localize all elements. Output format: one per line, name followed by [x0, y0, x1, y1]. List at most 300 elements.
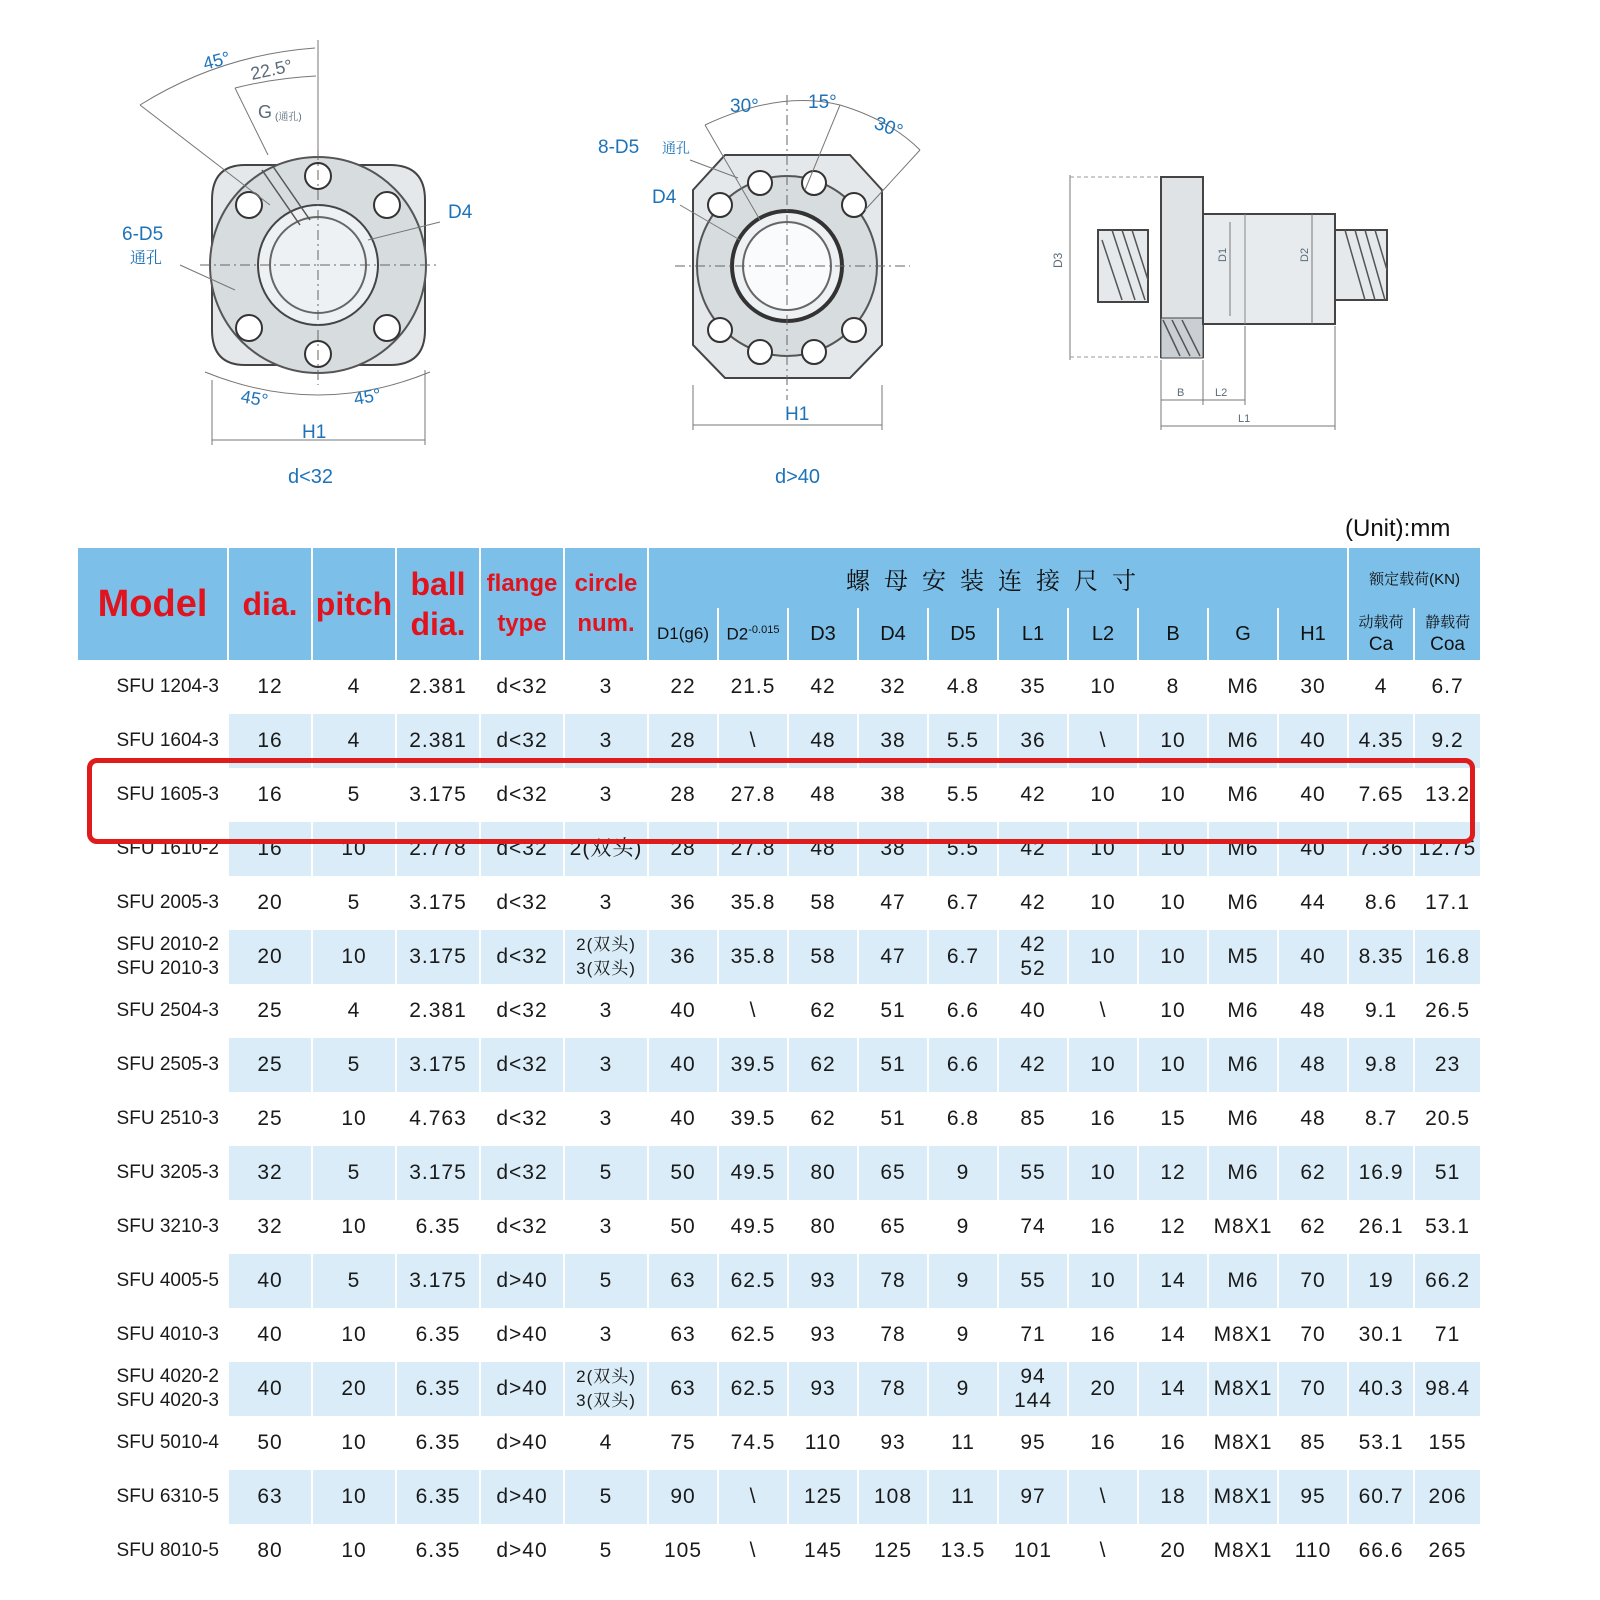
- cell-h1: 48: [1278, 984, 1348, 1038]
- cell-l2: 10: [1068, 660, 1138, 714]
- cell-coa: 66.2: [1414, 1254, 1480, 1308]
- cell-model-line: SFU 2005-3: [116, 892, 219, 913]
- table-row: [78, 1254, 1480, 1308]
- cell-ball: 3.175: [396, 1254, 480, 1308]
- cell-h1: 48: [1278, 1038, 1348, 1092]
- table-row: [78, 1092, 1480, 1146]
- header-b: B: [1138, 608, 1208, 660]
- cell-circle-line: 2(双头): [569, 837, 643, 860]
- cell-d5: 6.7: [928, 930, 998, 984]
- cell-h1: 95: [1278, 1470, 1348, 1524]
- table-row: [78, 1416, 1480, 1470]
- cell-d2: \: [718, 714, 788, 768]
- cell-flange: d>40: [480, 1470, 564, 1524]
- cell-l2: 20: [1068, 1362, 1138, 1416]
- header-d1: D1(g6): [648, 608, 718, 660]
- header-circle-1: circle: [574, 570, 638, 597]
- cell-b: 14: [1138, 1362, 1208, 1416]
- cell-d1: 40: [648, 984, 718, 1038]
- cell-g: M6: [1208, 1092, 1278, 1146]
- header-pitch: pitch: [312, 548, 396, 660]
- cell-b: 15: [1138, 1092, 1208, 1146]
- cell-b: 14: [1138, 1308, 1208, 1362]
- cell-ball: 6.35: [396, 1470, 480, 1524]
- cell-d3: 93: [788, 1308, 858, 1362]
- cell-l1-line: 40: [1020, 999, 1046, 1022]
- cell-h1: 44: [1278, 876, 1348, 930]
- label-b: B: [1177, 387, 1185, 399]
- cell-l1-line: 42: [1020, 891, 1046, 914]
- cell-g: M8X1: [1208, 1200, 1278, 1254]
- cell-d1: 63: [648, 1254, 718, 1308]
- cell-b: 20: [1138, 1524, 1208, 1578]
- cell-d1: 22: [648, 660, 718, 714]
- cell-ca: 26.1: [1348, 1200, 1414, 1254]
- cell-d5: 5.5: [928, 768, 998, 822]
- cell-h1: 40: [1278, 822, 1348, 876]
- cell-dia: 32: [228, 1146, 312, 1200]
- cell-h1: 70: [1278, 1308, 1348, 1362]
- cell-d4: 93: [858, 1416, 928, 1470]
- cell-l1: [998, 660, 1068, 714]
- cell-b: 12: [1138, 1146, 1208, 1200]
- cell-ball: 3.175: [396, 1146, 480, 1200]
- cell-dia: 25: [228, 1038, 312, 1092]
- cell-dia: 12: [228, 660, 312, 714]
- drawings-svg: [0, 0, 1600, 500]
- cell-coa: 6.7: [1414, 660, 1480, 714]
- label-angle-15: 15°: [808, 92, 837, 113]
- cell-b: 10: [1138, 1038, 1208, 1092]
- header-ball-dia-2: dia.: [410, 606, 466, 642]
- cell-circle: [564, 1146, 648, 1200]
- label-angle-30a: 30°: [730, 96, 759, 117]
- cell-d3: 145: [788, 1524, 858, 1578]
- cell-flange: d<32: [480, 1038, 564, 1092]
- cell-model: [78, 1038, 228, 1092]
- cell-l1-line: 95: [1020, 1431, 1046, 1454]
- cell-l1-line: 42: [1020, 933, 1046, 956]
- header-ca: [1348, 608, 1414, 660]
- cell-model: [78, 822, 228, 876]
- cell-d5: 9: [928, 1200, 998, 1254]
- cell-b: 18: [1138, 1470, 1208, 1524]
- cell-ball: 6.35: [396, 1524, 480, 1578]
- cell-model-line: SFU 4005-5: [116, 1270, 219, 1291]
- cell-ca: 16.9: [1348, 1146, 1414, 1200]
- cell-d5: 9: [928, 1308, 998, 1362]
- cell-d2: 21.5: [718, 660, 788, 714]
- cell-h1: 62: [1278, 1200, 1348, 1254]
- cell-model-line: SFU 3210-3: [116, 1216, 219, 1237]
- cell-g: M8X1: [1208, 1524, 1278, 1578]
- cell-l1: [998, 876, 1068, 930]
- cell-circle: [564, 1200, 648, 1254]
- spec-table-body: [78, 660, 1480, 1578]
- cell-b: 10: [1138, 930, 1208, 984]
- table-row: [78, 1146, 1480, 1200]
- cell-ca: 19: [1348, 1254, 1414, 1308]
- cell-model: [78, 1254, 228, 1308]
- cell-ball: 3.175: [396, 876, 480, 930]
- cell-d4: 32: [858, 660, 928, 714]
- header-flange-2: type: [497, 610, 547, 637]
- cell-d2: 62.5: [718, 1254, 788, 1308]
- cell-flange: d<32: [480, 984, 564, 1038]
- cell-d3: 125: [788, 1470, 858, 1524]
- cell-d1: 28: [648, 822, 718, 876]
- cell-l1-line: 42: [1020, 783, 1046, 806]
- cell-l2: 10: [1068, 822, 1138, 876]
- cell-dia: 25: [228, 984, 312, 1038]
- cell-model: [78, 1416, 228, 1470]
- cell-h1: 40: [1278, 930, 1348, 984]
- cell-ca: 4.35: [1348, 714, 1414, 768]
- cell-pitch: 5: [312, 1254, 396, 1308]
- cell-pitch: 5: [312, 876, 396, 930]
- header-d2: [718, 608, 788, 660]
- cell-h1: 40: [1278, 714, 1348, 768]
- cell-circle-line: 3(双头): [576, 1391, 636, 1410]
- cell-circle: [564, 714, 648, 768]
- cell-model-line: SFU 6310-5: [116, 1486, 219, 1507]
- cell-l1-line: 52: [1020, 957, 1046, 980]
- cell-l1-line: 94: [1020, 1365, 1046, 1388]
- cell-d5: 4.8: [928, 660, 998, 714]
- cell-l1-line: 101: [1013, 1539, 1053, 1562]
- table-row: [78, 1524, 1480, 1578]
- cell-pitch: 4: [312, 714, 396, 768]
- cell-model: [78, 1362, 228, 1416]
- cell-d2: 35.8: [718, 930, 788, 984]
- label-d4-left: D4: [448, 202, 473, 223]
- cell-h1: 30: [1278, 660, 1348, 714]
- cell-l2: 10: [1068, 768, 1138, 822]
- header-l1: L1: [998, 608, 1068, 660]
- cell-pitch: 10: [312, 1470, 396, 1524]
- cell-d4: 51: [858, 984, 928, 1038]
- cell-d1: 40: [648, 1092, 718, 1146]
- cell-circle-line: 5: [599, 1269, 613, 1292]
- cell-d1: 105: [648, 1524, 718, 1578]
- cell-circle-line: 3: [599, 891, 613, 914]
- cell-ca: 53.1: [1348, 1416, 1414, 1470]
- header-ball-dia-1: ball: [410, 566, 466, 602]
- cell-circle-line: 5: [599, 1161, 613, 1184]
- cell-d1: 36: [648, 930, 718, 984]
- cell-d1: 36: [648, 876, 718, 930]
- cell-circle: [564, 768, 648, 822]
- cell-h1: 70: [1278, 1254, 1348, 1308]
- cell-d1: 90: [648, 1470, 718, 1524]
- cell-dia: 16: [228, 714, 312, 768]
- cell-circle-line: 3: [599, 1323, 613, 1346]
- cell-circle: [564, 660, 648, 714]
- cell-coa: 265: [1414, 1524, 1480, 1578]
- cell-dia: 16: [228, 768, 312, 822]
- cell-coa: 9.2: [1414, 714, 1480, 768]
- cell-coa: 98.4: [1414, 1362, 1480, 1416]
- cell-d1: 28: [648, 768, 718, 822]
- technical-drawings: [0, 0, 1600, 500]
- cell-d1: 63: [648, 1362, 718, 1416]
- cell-d5: 6.7: [928, 876, 998, 930]
- label-g: G: [258, 102, 273, 122]
- cell-l2: 10: [1068, 876, 1138, 930]
- label-angle-22: 22.5°: [248, 55, 295, 84]
- cell-l1-line: 42: [1020, 837, 1046, 860]
- cell-d3: 48: [788, 714, 858, 768]
- cell-model-line: SFU 4020-3: [116, 1390, 219, 1411]
- label-8-d5: 8-D5: [598, 137, 640, 158]
- cell-l2: 10: [1068, 1254, 1138, 1308]
- cell-l1: [998, 1254, 1068, 1308]
- cell-ball: 2.778: [396, 822, 480, 876]
- cell-pitch: 4: [312, 660, 396, 714]
- label-d1: D1: [1217, 247, 1229, 262]
- cell-g: M6: [1208, 1146, 1278, 1200]
- header-circle-2: num.: [577, 610, 635, 637]
- header-dia: dia.: [228, 548, 312, 660]
- cell-model-line: SFU 3205-3: [116, 1162, 219, 1183]
- table-row: [78, 1200, 1480, 1254]
- cell-l1-line: 71: [1020, 1323, 1046, 1346]
- cell-pitch: 10: [312, 1416, 396, 1470]
- cell-h1: 40: [1278, 768, 1348, 822]
- cell-model: [78, 1092, 228, 1146]
- cell-circle: [564, 1524, 648, 1578]
- cell-g: M6: [1208, 984, 1278, 1038]
- cell-model-line: SFU 1604-3: [116, 730, 219, 751]
- cell-pitch: 10: [312, 1092, 396, 1146]
- cell-d4: 65: [858, 1146, 928, 1200]
- header-ca-cn: 动载荷: [1358, 614, 1404, 631]
- cell-ball: 2.381: [396, 714, 480, 768]
- cell-model-line: SFU 2010-3: [116, 958, 219, 979]
- cell-d2: 62.5: [718, 1308, 788, 1362]
- cell-g: M6: [1208, 768, 1278, 822]
- table-row: [78, 984, 1480, 1038]
- cell-d5: 11: [928, 1470, 998, 1524]
- cell-flange: d<32: [480, 714, 564, 768]
- cell-dia: 80: [228, 1524, 312, 1578]
- cell-l2: \: [1068, 714, 1138, 768]
- cell-l1-line: 35: [1020, 675, 1046, 698]
- header-d5: D5: [928, 608, 998, 660]
- header-d3: D3: [788, 608, 858, 660]
- cell-d2: 62.5: [718, 1362, 788, 1416]
- cell-d2: 49.5: [718, 1200, 788, 1254]
- cell-model-line: SFU 2505-3: [116, 1054, 219, 1075]
- label-d4-mid: D4: [652, 187, 677, 208]
- cell-pitch: 5: [312, 768, 396, 822]
- cell-l2: 16: [1068, 1092, 1138, 1146]
- table-row: [78, 1308, 1480, 1362]
- label-d5-note-left: 通孔: [130, 250, 163, 267]
- cell-d5: 9: [928, 1146, 998, 1200]
- cell-g: M6: [1208, 714, 1278, 768]
- cell-model: [78, 1308, 228, 1362]
- cell-d3: 80: [788, 1146, 858, 1200]
- cell-l1: [998, 768, 1068, 822]
- cell-d2: \: [718, 984, 788, 1038]
- cell-pitch: 10: [312, 1200, 396, 1254]
- cell-ca: 9.8: [1348, 1038, 1414, 1092]
- cell-d4: 78: [858, 1362, 928, 1416]
- label-angle-45-br: 45°: [352, 384, 383, 409]
- cell-coa: 17.1: [1414, 876, 1480, 930]
- cell-pitch: 10: [312, 1308, 396, 1362]
- cell-coa: 12.75: [1414, 822, 1480, 876]
- cell-coa: 71: [1414, 1308, 1480, 1362]
- cell-g: M6: [1208, 1038, 1278, 1092]
- cell-ball: 6.35: [396, 1362, 480, 1416]
- cell-h1: 85: [1278, 1416, 1348, 1470]
- cell-circle-line: 2(双头): [576, 1367, 636, 1386]
- cell-g: M6: [1208, 1254, 1278, 1308]
- cell-pitch: 10: [312, 930, 396, 984]
- cell-model: [78, 876, 228, 930]
- cell-flange: d>40: [480, 1416, 564, 1470]
- cell-l1: [998, 1038, 1068, 1092]
- cell-d3: 62: [788, 1038, 858, 1092]
- cell-circle: [564, 1092, 648, 1146]
- header-d2-tol: -0.015: [748, 623, 780, 636]
- cell-dia: 40: [228, 1308, 312, 1362]
- cell-g: M6: [1208, 660, 1278, 714]
- cell-pitch: 5: [312, 1038, 396, 1092]
- cell-b: 16: [1138, 1416, 1208, 1470]
- cell-d2: 39.5: [718, 1092, 788, 1146]
- cell-l1-line: 36: [1020, 729, 1046, 752]
- label-l1: L1: [1238, 413, 1251, 425]
- cell-d1: 50: [648, 1146, 718, 1200]
- drawing-nut-side-view: [1051, 175, 1387, 430]
- cell-l1: [998, 1524, 1068, 1578]
- cell-dia: 32: [228, 1200, 312, 1254]
- cell-l2: \: [1068, 1470, 1138, 1524]
- cell-circle-line: 3: [599, 1107, 613, 1130]
- cell-ball: 6.35: [396, 1200, 480, 1254]
- cell-coa: 13.2: [1414, 768, 1480, 822]
- cell-circle: [564, 1416, 648, 1470]
- header-model: Model: [78, 548, 228, 660]
- cell-ball: 3.175: [396, 1038, 480, 1092]
- cell-d3: 58: [788, 930, 858, 984]
- cell-ca: 7.36: [1348, 822, 1414, 876]
- cell-dia: 20: [228, 930, 312, 984]
- header-flange-type: [480, 548, 564, 660]
- cell-flange: d<32: [480, 1200, 564, 1254]
- cell-g: M5: [1208, 930, 1278, 984]
- cell-d3: 93: [788, 1254, 858, 1308]
- cell-d2: 35.8: [718, 876, 788, 930]
- cell-circle-line: 2(双头): [576, 935, 636, 954]
- table-row: [78, 1470, 1480, 1524]
- cell-pitch: 5: [312, 1146, 396, 1200]
- cell-model: [78, 714, 228, 768]
- cell-coa: 23: [1414, 1038, 1480, 1092]
- cell-pitch: 20: [312, 1362, 396, 1416]
- cell-d5: 9: [928, 1254, 998, 1308]
- cell-d2: 27.8: [718, 768, 788, 822]
- cell-l1-line: 42: [1020, 1053, 1046, 1076]
- drawing-flange-small: [122, 40, 473, 488]
- cell-d2: 27.8: [718, 822, 788, 876]
- cell-d4: 108: [858, 1470, 928, 1524]
- cell-l1-line: 74: [1020, 1215, 1046, 1238]
- cell-model: [78, 1146, 228, 1200]
- table-row: [78, 1362, 1480, 1416]
- table-row: [78, 930, 1480, 984]
- cell-l1-line: 55: [1020, 1269, 1046, 1292]
- cell-circle: [564, 1362, 648, 1416]
- cell-coa: 206: [1414, 1470, 1480, 1524]
- cell-d4: 47: [858, 876, 928, 930]
- label-6-d5: 6-D5: [122, 224, 164, 245]
- cell-g: M8X1: [1208, 1470, 1278, 1524]
- cell-flange: d<32: [480, 768, 564, 822]
- cell-flange: d>40: [480, 1254, 564, 1308]
- cell-circle-line: 3: [599, 729, 613, 752]
- cell-d1: 28: [648, 714, 718, 768]
- cell-d1: 63: [648, 1308, 718, 1362]
- cell-circle: [564, 930, 648, 984]
- cell-b: 10: [1138, 984, 1208, 1038]
- cell-flange: d<32: [480, 1146, 564, 1200]
- cell-flange: d<32: [480, 1092, 564, 1146]
- cell-d4: 38: [858, 714, 928, 768]
- cell-d3: 80: [788, 1200, 858, 1254]
- cell-circle-line: 5: [599, 1539, 613, 1562]
- cell-model: [78, 930, 228, 984]
- cell-circle-line: 4: [599, 1431, 613, 1454]
- cell-l2: 10: [1068, 1038, 1138, 1092]
- cell-l2: 10: [1068, 930, 1138, 984]
- cell-l1: [998, 984, 1068, 1038]
- cell-circle-line: 3: [599, 783, 613, 806]
- cell-d4: 125: [858, 1524, 928, 1578]
- cell-coa: 20.5: [1414, 1092, 1480, 1146]
- caption-d-lt-32: d<32: [288, 466, 334, 488]
- cell-g: M8X1: [1208, 1416, 1278, 1470]
- cell-d1: 75: [648, 1416, 718, 1470]
- cell-model: [78, 1524, 228, 1578]
- unit-label: (Unit):mm: [1345, 515, 1451, 542]
- cell-d3: 62: [788, 1092, 858, 1146]
- header-coa-label: Coa: [1430, 634, 1465, 655]
- cell-l1: [998, 1416, 1068, 1470]
- cell-model: [78, 984, 228, 1038]
- header-group-dims: 螺母安装连接尺寸: [648, 548, 1348, 608]
- cell-circle-line: 3: [599, 1215, 613, 1238]
- cell-l2: \: [1068, 984, 1138, 1038]
- header-coa: [1414, 608, 1480, 660]
- cell-g: M6: [1208, 876, 1278, 930]
- cell-d2: 39.5: [718, 1038, 788, 1092]
- cell-ca: 30.1: [1348, 1308, 1414, 1362]
- cell-d2: 49.5: [718, 1146, 788, 1200]
- cell-coa: 16.8: [1414, 930, 1480, 984]
- header-ball-dia: [396, 548, 480, 660]
- table-row: [78, 1038, 1480, 1092]
- cell-d5: 5.5: [928, 822, 998, 876]
- cell-d1: 50: [648, 1200, 718, 1254]
- cell-model-line: SFU 1204-3: [116, 676, 219, 697]
- cell-model-line: SFU 4020-2: [116, 1366, 219, 1387]
- cell-model-line: SFU 1610-2: [116, 838, 219, 859]
- cell-d5: 9: [928, 1362, 998, 1416]
